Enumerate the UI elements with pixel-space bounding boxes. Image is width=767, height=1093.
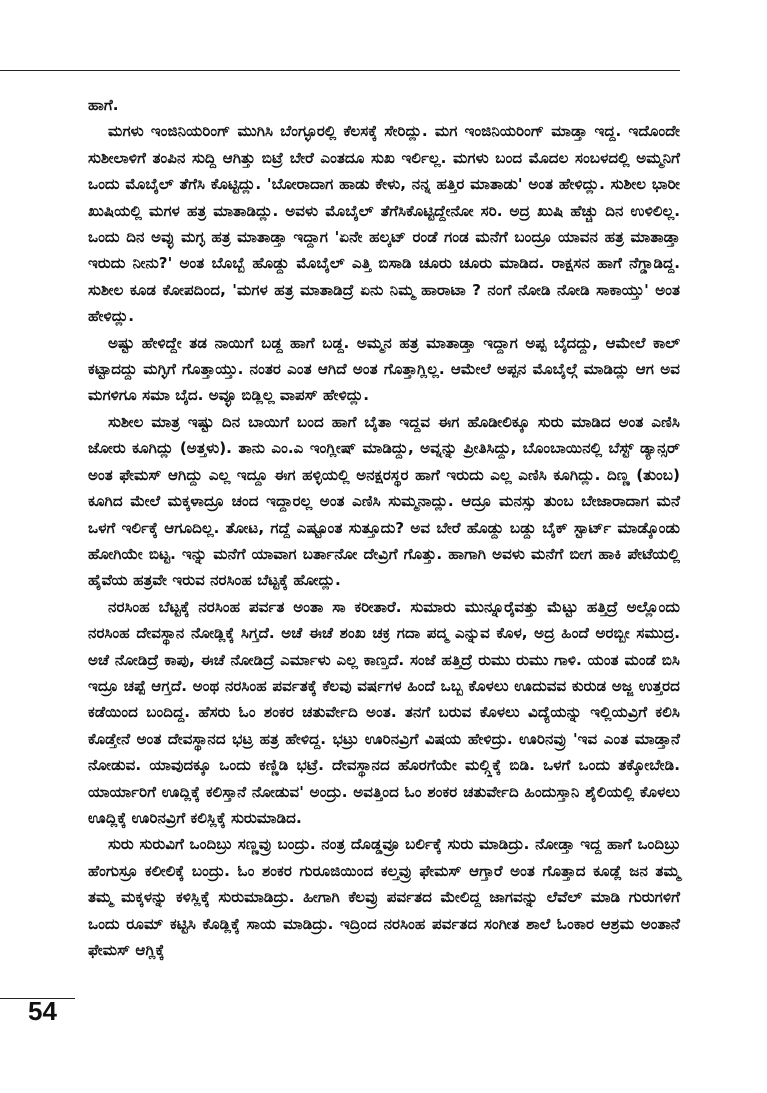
page-number: 54 bbox=[28, 996, 57, 1026]
paragraph: ಸುಶೀಲ ಮಾತ್ರ ಇಷ್ಟು ದಿನ ಬಾಯಿಗೆ ಬಂದ ಹಾಗೆ ಬೈತಾ ಇದ್ದವ ಈಗ ಹೊಡೀಲಿಕ್ಕೂ ಸುರು ಮಾಡಿದ ಅಂತ ಎಣಿಸಿ ಜೋರು ಕೂಗಿದ್ಲು (ಅತ್ತಳು). ತಾನು ಎಂ.ಎ ಇಂಗ್ಲೀಷ್ ಮಾಡಿದ್ದು, ಅವ್ನನ್ನು ಪ್ರೀತಿಸಿದ್ದು, ಬೊಂಬಾಯಿನಲ್ಲಿ ಬೆಸ್ಟ್ ಡ್ಯಾನ್ಸರ್ ಅಂತ ಫೇಮಸ್ ಆಗಿದ್ದು ಎಲ್ಲ ಇದ್ದೂ ಈಗ ಹಳ್ಳಿಯಲ್ಲಿ ಅನಕ್ಷರಸ್ಥರ ಹಾಗೆ ಇರುದು ಎಲ್ಲ ಎಣಿಸಿ ಕೂಗಿದ್ಲು. ದಿಣ್ಣ (ತುಂಬ) ಕೂಗಿದ ಮೇಲೆ ಮಕ್ಕಳಾದ್ರೂ ಚಂದ ಇದ್ದಾರಲ್ಲ ಅಂತ ಎಣಿಸಿ ಸುಮ್ಮನಾದ್ಲು. ಆದ್ರೂ ಮನಸ್ಸು ತುಂಬ ಬೇಜಾರಾದಾಗ ಮನೆ ಒಳಗೆ ಇರ್ಲಿಕ್ಕೆ ಆಗೂದಿಲ್ಲ. ತೋಟ, ಗದ್ದೆ ಎಷ್ಟೂಂತ ಸುತ್ತೂದು? ಅವ ಬೇರೆ ಹೊಡ್ದು ಬಡ್ದು ಬೈಕ್ ಸ್ಟಾರ್ಟ್ ಮಾಡ್ಕೊಂಡು ಹೋಗಿಯೇ ಬಿಟ್ಟ. ಇನ್ನು ಮನೆಗೆ ಯಾವಾಗ ಬರ್ತಾನೋ ದೇವ್ರಿಗೆ ಗೊತ್ತು. ಹಾಗಾಗಿ ಅವಳು ಮನೆಗೆ ಬೀಗ ಹಾಕಿ ಪೇಟೆಯಲ್ಲಿ ಹೈವೆಯ ಹತ್ರವೇ ಇರುವ ನರಸಿಂಹ ಬೆಟ್ಟಕ್ಕೆ ಹೋದ್ಲು. bbox=[88, 412, 680, 590]
paragraph: ನರಸಿಂಹ ಬೆಟ್ಟಕ್ಕೆ ನರಸಿಂಹ ಪರ್ವತ ಅಂತಾ ಸಾ ಕರೀತಾರೆ. ಸುಮಾರು ಮುನ್ನೂರೈವತ್ತು ಮೆಟ್ಟು ಹತ್ತಿದ್ರೆ ಅಲ್ಲೊಂದು ನರಸಿಂಹ ದೇವಸ್ಥಾನ ನೋಡ್ಲಿಕ್ಕೆ ಸಿಗ್ತದೆ. ಅಚೆ ಈಚೆ ಶಂಖ ಚಕ್ರ ಗದಾ ಪದ್ಮ ಎನ್ನುವ ಕೊಳ, ಅದ್ರ ಹಿಂದೆ ಅರಬ್ಬೀ ಸಮುದ್ರ. ಅಚೆ ನೋಡಿದ್ರೆ ಕಾಪು, ಈಚೆ ನೋಡಿದ್ರೆ ಎರ್ಮಾಳು ಎಲ್ಲ ಕಾಣ್ತದೆ. ಸಂಜೆ ಹತ್ತಿದ್ರೆ ರುಮು ರುಮು ಗಾಳಿ. ಯಂತ ಮಂಡೆ ಬಿಸಿ ಇದ್ರೂ ಚಪ್ಪೆ ಆಗ್ತದೆ. ಅಂಥ ನರಸಿಂಹ ಪರ್ವತಕ್ಕೆ ಕೆಲವು ವರ್ಷಗಳ ಹಿಂದೆ ಒಬ್ಬ ಕೊಳಲು ಊದುವವ ಕುರುಡ ಅಜ್ಜ ಉತ್ತರದ ಕಡೆಯಿಂದ ಬಂದಿದ್ದ. ಹೆಸರು ಓಂ ಶಂಕರ ಚತುರ್ವೇದಿ ಅಂತ. ತನಗೆ ಬರುವ ಕೊಳಲು ವಿದ್ಯೆಯನ್ನು ಇಲ್ಲಿಯವ್ರಿಗೆ ಕಲಿಸಿ ಕೊಡ್ತೇನೆ ಅಂತ ದೇವಸ್ಥಾನದ ಭಟ್ರ ಹತ್ರ ಹೇಳಿದ್ದ. ಭಟ್ರು ಊರಿನವ್ರಿಗೆ ವಿಷಯ ಹೇಳಿದ್ರು. ಊರಿನವ್ರು 'ಇವ ಎಂತ ಮಾಡ್ತಾನೆ ನೋಡುವ. ಯಾವುದಕ್ಕೂ ಒಂದು ಕಣ್ಣಿಡಿ ಭಟ್ರೆ. ದೇವಸ್ಥಾನದ ಹೊರಗೆಯೇ ಮಲ್ಗ್ಲಿಕ್ಕೆ ಬಿಡಿ. ಒಳಗೆ ಒಂದು ತಕ್ಕೋಬೇಡಿ. ಯಾರ್ಯಾರಿಗೆ ಊದ್ಲಿಕ್ಕೆ ಕಲಿಸ್ತಾನೆ ನೋಡುವ' ಅಂದ್ರು. ಅವತ್ತಿಂದ ಓಂ ಶಂಕರ ಚತುರ್ವೇದಿ ಹಿಂದುಸ್ತಾನಿ ಶೈಲಿಯಲ್ಲಿ ಕೊಳಲು ಊದ್ಲಿಕ್ಕೆ ಊರಿನವ್ರಿಗೆ ಕಲಿಸ್ಲಿಕ್ಕೆ ಸುರುಮಾಡಿದ. bbox=[88, 597, 680, 827]
paragraph: ಸುರು ಸುರುವಿಗೆ ಒಂದಿಬ್ರು ಸಣ್ಣವ್ರು ಬಂದ್ರು. ನಂತ್ರ ದೊಡ್ಡವ್ರೂ ಬರ್ಲಿಕ್ಕೆ ಸುರು ಮಾಡಿದ್ರು. ನೋಡ್ತಾ ಇದ್ದ ಹಾಗೆ ಒಂದಿಬ್ರು ಹೆಂಗುಸ್ರೂ ಕಲೀಲಿಕ್ಕೆ ಬಂದ್ರು. ಓಂ ಶಂಕರ ಗುರೂಜಿಯಿಂದ ಕಲ್ತವ್ರು ಫೇಮಸ್ ಆಗ್ತಾರೆ ಅಂತ ಗೊತ್ತಾದ ಕೂಡ್ಲೆ ಜನ ತಮ್ಮ ತಮ್ಮ ಮಕ್ಕಳನ್ನು ಕಳಿಸ್ಲಿಕ್ಕೆ ಸುರುಮಾಡಿದ್ರು. ಹೀಗಾಗಿ ಕೆಲವ್ರು ಪರ್ವತದ ಮೇಲಿದ್ದ ಜಾಗವನ್ನು ಲೆವೆಲ್ ಮಾಡಿ ಗುರುಗಳಿಗೆ ಒಂದು ರೂಮ್ ಕಟ್ಟಿಸಿ ಕೊಡ್ಲಿಕ್ಕೆ ಸಾಯ ಮಾಡಿದ್ರು. ಇದ್ರಿಂದ ನರಸಿಂಹ ಪರ್ವತದ ಸಂಗೀತ ಶಾಲೆ ಓಂಕಾರ ಆಶ್ರಮ ಅಂತಾನೆ ಫೇಮಸ್ ಆಗ್ಲಿಕ್ಕೆ bbox=[88, 835, 680, 959]
page-body-text bbox=[88, 92, 680, 963]
header-rule bbox=[0, 70, 680, 71]
paragraph: ಹಾಗೆ. bbox=[88, 96, 119, 114]
paragraph: ಅಷ್ಟು ಹೇಳಿದ್ದೇ ತಡ ನಾಯಿಗೆ ಬಡ್ದ ಹಾಗೆ ಬಡ್ದ. ಅಮ್ಮನ ಹತ್ರ ಮಾತಾಡ್ತಾ ಇದ್ದಾಗ ಅಪ್ಪ ಬೈದದ್ದು, ಆಮೇಲೆ ಕಾಲ್ ಕಟ್ಟಾದದ್ದು ಮಗ್ಳಿಗೆ ಗೊತ್ತಾಯ್ತು. ನಂತರ ಎಂತ ಆಗಿದೆ ಅಂತ ಗೊತ್ತಾಗ್ಲಿಲ್ಲ. ಆಮೇಲೆ ಅಪ್ಪನ ಮೊಬೈಲ್ಗೆ ಮಾಡಿದ್ಲು ಆಗ ಅವ ಮಗಳಿಗೂ ಸಮಾ ಬೈದ. ಅವ್ಳೂ ಬಿಡ್ಲಿಲ್ಲ ವಾಪಸ್ ಹೇಳಿದ್ಲು. bbox=[88, 333, 680, 405]
paragraph: ಮಗಳು ಇಂಜಿನಿಯರಿಂಗ್ ಮುಗಿಸಿ ಬೆಂಗ್ಳೂರಲ್ಲಿ ಕೆಲಸಕ್ಕೆ ಸೇರಿದ್ಲು. ಮಗ ಇಂಜಿನಿಯರಿಂಗ್ ಮಾಡ್ತಾ ಇದ್ದ. ಇದೊಂದೇ ಸುಶೀಲಾಳಿಗೆ ತಂಪಿನ ಸುದ್ದಿ ಆಗಿತ್ತು ಬಿಟ್ರೆ ಬೇರೆ ಎಂತದೂ ಸುಖ ಇರ್ಲಿಲ್ಲ. ಮಗಳು ಬಂದ ಮೊದಲ ಸಂಬಳದಲ್ಲಿ ಅಮ್ಮನಿಗೆ ಒಂದು ಮೊಬೈಲ್ ತೆಗೆಸಿ ಕೊಟ್ಟಿದ್ಲು. 'ಬೋರಾದಾಗ ಹಾಡು ಕೇಳು, ನನ್ನ ಹತ್ತಿರ ಮಾತಾಡು' ಅಂತ ಹೇಳಿದ್ಲು. ಸುಶೀಲ ಭಾರೀ ಖುಷಿಯಲ್ಲಿ ಮಗಳ ಹತ್ರ ಮಾತಾಡಿದ್ಲು. ಅವಳು ಮೊಬೈಲ್ ತೆಗೆಸಿಕೊಟ್ಟಿದ್ದೇನೋ ಸರಿ. ಅದ್ರ ಖುಷಿ ಹೆಚ್ಚು ದಿನ ಉಳಿಲಿಲ್ಲ. ಒಂದು ದಿನ ಅವ್ಳು ಮಗ್ಳ ಹತ್ರ ಮಾತಾಡ್ತಾ ಇದ್ದಾಗ 'ಏನೇ ಹಲ್ಕಟ್ ರಂಡೆ ಗಂಡ ಮನೆಗೆ ಬಂದ್ರೂ ಯಾವನ ಹತ್ರ ಮಾತಾಡ್ತಾ ಇರುದು ನೀನು?' ಅಂತ ಬೊಬ್ಬೆ ಹೊಡ್ದು ಮೊಬೈಲ್ ಎತ್ತಿ ಬಿಸಾಡಿ ಚೂರು ಚೂರು ಮಾಡಿದ. ರಾಕ್ಷಸನ ಹಾಗೆ ನೆಗ್ಡಾಡಿದ್ದ. ಸುಶೀಲ ಕೂಡ ಕೋಪದಿಂದ, 'ಮಗಳ ಹತ್ರ ಮಾತಾಡಿದ್ರೆ ಏನು ನಿಮ್ಮ ಹಾರಾಟಾ ? ನಂಗೆ ನೋಡಿ ನೋಡಿ ಸಾಕಾಯ್ತು' ಅಂತ ಹೇಳಿದ್ಲು. bbox=[88, 122, 680, 326]
